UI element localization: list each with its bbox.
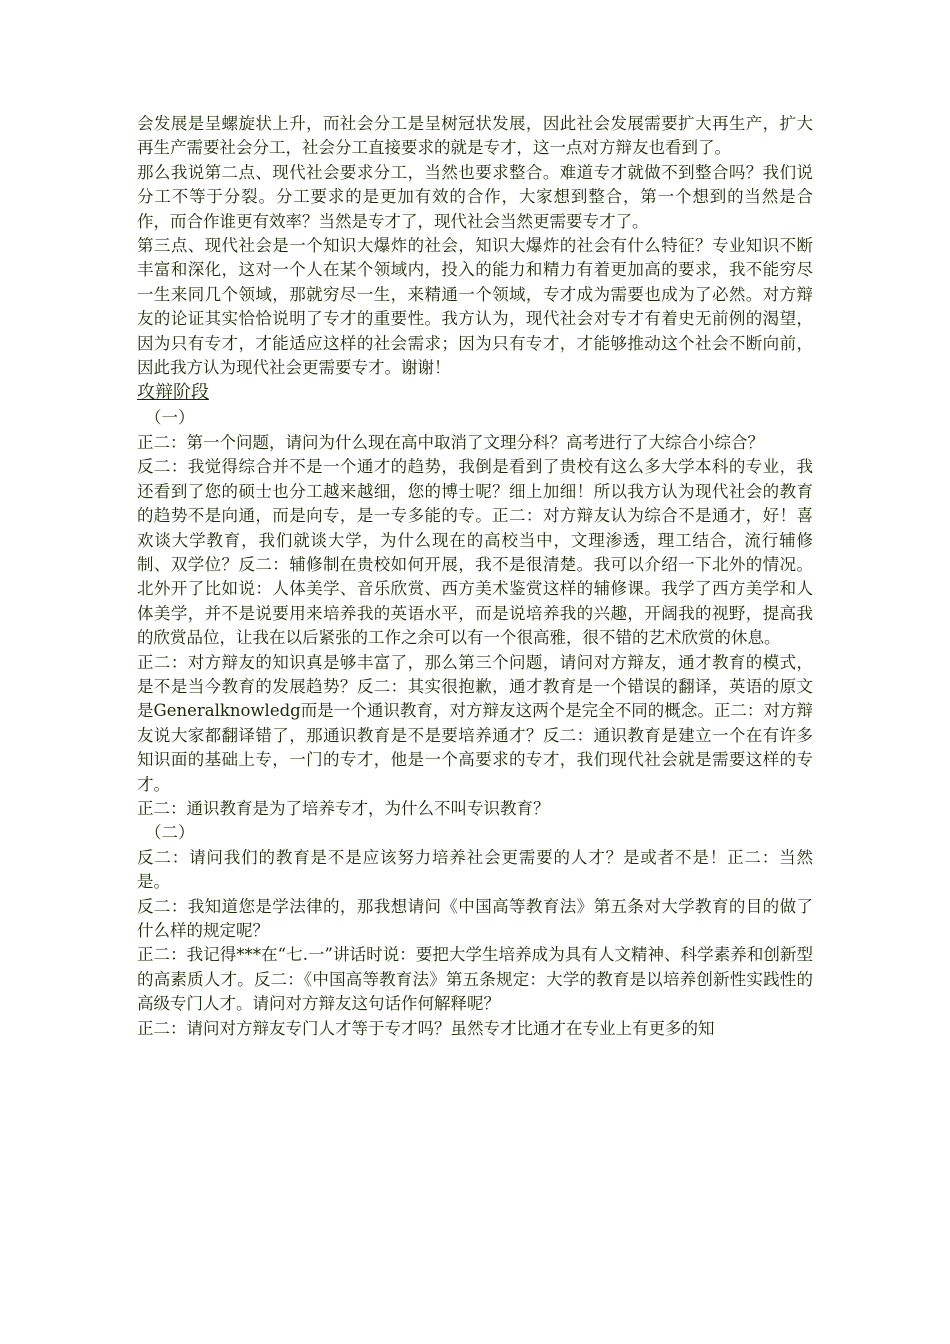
subsection-label: （一） <box>145 408 195 428</box>
document-body <box>137 112 813 1041</box>
paragraph: 正二：通识教育是为了培养专才，为什么不叫专识教育？ <box>137 798 550 818</box>
paragraph: 反二：我觉得综合并不是一个通才的趋势，我倒是看到了贵校有这么多大学本科的专业，我还看到了您的硕士也分工越来越细，您的博士呢？细上加细！所以我方认为现代社会的教育的趋势不是向通，而是向专，是一专多能的专。正二：对方辩友认为综合不是通才，好！喜欢谈大学教育，我们就谈大学，为什么现在的高校当中，文理渗透，理工结合，流行辅修制、双学位？反二：辅修制在贵校如何开展，我不是很清楚。我可以介绍一下北外的情况。北外开了比如说：人体美学、音乐欣赏、西方美术鉴赏这样的辅修课。我学了西方美学和人体美学，并不是说要用来培养我的英语水平，而是说培养我的兴趣，开阔我的视野，提高我的欣赏品位，让我在以后紧张的工作之余可以有一个很高雅，很不错的艺术欣赏的休息。 <box>137 457 813 648</box>
paragraph: 反二：请问我们的教育是不是应该努力培养社会更需要的人才？是或者不是！正二：当然是。 <box>137 847 813 892</box>
subsection-label: （二） <box>145 823 195 843</box>
paragraph: 会发展是呈螺旋状上升，而社会分工是呈树冠状发展，因此社会发展需要扩大再生产，扩大再生产需要社会分工，社会分工直接要求的就是专才，这一点对方辩友也看到了。 <box>137 114 813 158</box>
paragraph: 反二：我知道您是学法律的，那我想请问《中国高等教育法》第五条对大学教育的目的做了什么样的规定呢？ <box>137 896 813 940</box>
paragraph: 那么我说第二点、现代社会要求分工，当然也要求整合。难道专才就做不到整合吗？我们说分工不等于分裂。分工要求的是更加有效的合作，大家想到整合，第一个想到的当然是合作，而合作谁更有效率？当然是专才了，现代社会当然更需要专才了。 <box>137 162 813 231</box>
paragraph: 正二：对方辩友的知识真是够丰富了，那么第三个问题，请问对方辩友，通才教育的模式，是不是当今教育的发展趋势？反二：其实很抱歉，通才教育是一个错误的翻译，英语的原文是Generalknowledg而是一个通识教育，对方辩友这两个是完全不同的概念。正二：对方辩友说大家都翻译错了，那通识教育是不是要培养通才？反二：通识教育是建立一个在有许多知识面的基础上专，一门的专才，他是一个高要求的专才，我们现代社会就是需要这样的专才。 <box>137 652 813 794</box>
paragraph: 正二：我记得***在“七.一”讲话时说：要把大学生培养成为具有人文精神、科学素养和创新型的高素质人才。反二：《中国高等教育法》第五条规定：大学的教育是以培养创新性实践性的高级专门人才。请问对方辩友这句话作何解释呢？ <box>137 945 813 1014</box>
paragraph: 正二：请问对方辩友专门人才等于专才吗？虽然专才比通才在专业上有更多的知 <box>137 1018 715 1038</box>
paragraph: 第三点、现代社会是一个知识大爆炸的社会，知识大爆炸的社会有什么特征？专业知识不断丰富和深化，这对一个人在某个领域内，投入的能力和精力有着更加高的要求，我不能穷尽一生来同几个领域，那就穷尽一生，来精通一个领域，专才成为需要也成为了必然。对方辩友的论证其实恰恰说明了专才的重要性。我方认为，现代社会对专才有着史无前例的渴望，因为只有专才，才能适应这样的社会需求；因为只有专才，才能够推动这个社会不断向前，因此我方认为现代社会更需要专才。谢谢！ <box>137 236 813 378</box>
paragraph: 正二：第一个问题，请问为什么现在高中取消了文理分科？高考进行了大综合小综合？ <box>137 432 764 452</box>
section-heading: 攻辩阶段 <box>137 382 209 404</box>
